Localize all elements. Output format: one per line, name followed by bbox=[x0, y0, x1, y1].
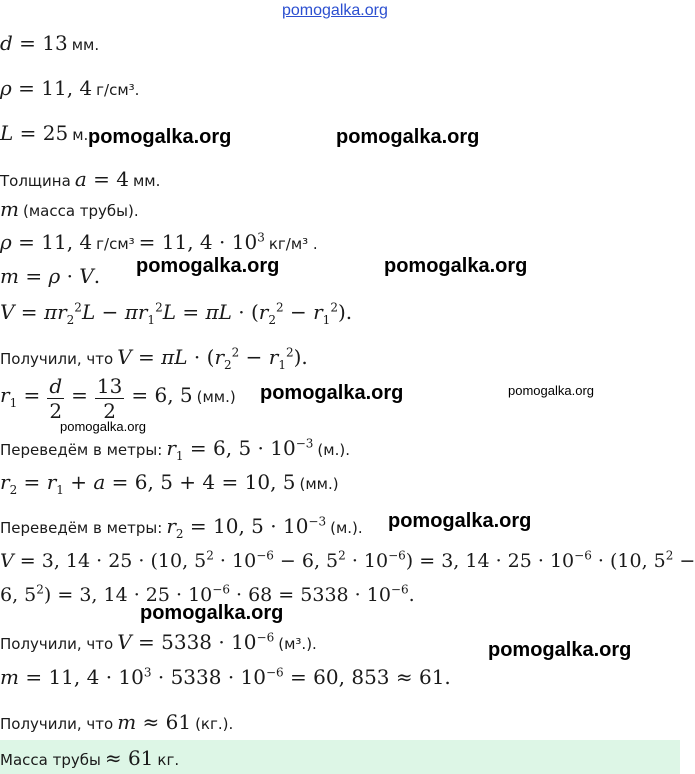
volume-calculation-line1: V = 3, 14 · 25 · (10, $5^2 \cdot 10^{-6} - 6$, $5^2 \cdot 10^{-6}) = 3$, $14 \cdot 25 \cdot 10^{-6} \cdot (10$, $5^2$ − bbox=[0, 548, 695, 572]
watermark: pomogalka.org bbox=[136, 255, 280, 277]
density-conversion: ρ = 11, 4 г/см³ = 11, $4 \cdot 10^3$ кг/м³ . bbox=[0, 230, 318, 254]
watermark: pomogalka.org bbox=[488, 639, 632, 661]
watermark: pomogalka.org bbox=[384, 255, 528, 277]
volume-result-formula: Получили, что $V = \pi L \cdot (r_2^2 - r_1^2)$. bbox=[0, 345, 308, 372]
volume-result: Получили, что $V = 5338 \cdot 10^{-6}$ (м³.). bbox=[0, 630, 317, 654]
given-diameter: d = 13 мм. bbox=[0, 31, 100, 55]
watermark-top[interactable]: pomogalka.org bbox=[282, 2, 388, 19]
inner-radius: $r_1$ = $\frac{d}{2}$ = $\frac{13}{2}$ = 6, 5 (мм.) bbox=[0, 374, 236, 423]
outer-radius-meters: Переведём в метры: $r_2 = 10$, $5 \cdot 10^{-3}$ (м.). bbox=[0, 514, 363, 541]
mass-formula: m = ρ · V. bbox=[0, 264, 101, 288]
watermark: pomogalka.org bbox=[388, 510, 532, 532]
volume-formula: $V = \pi r_2^2L - \pi r_1^2L = \pi L \cdot (r_2^2 - r_1^2)$. bbox=[0, 300, 353, 327]
watermark: pomogalka.org bbox=[60, 419, 146, 434]
watermark: pomogalka.org bbox=[336, 126, 480, 148]
inner-radius-meters: Переведём в метры: $r_1 = 6$, $5 \cdot 10^{-3}$ (м.). bbox=[0, 436, 350, 463]
given-thickness: Толщина a = 4 мм. bbox=[0, 167, 161, 191]
watermark: pomogalka.org bbox=[260, 382, 404, 404]
watermark: pomogalka.org bbox=[508, 383, 594, 398]
watermark: pomogalka.org bbox=[140, 602, 284, 624]
outer-radius: $r_2 = r_1 + a = 6$, 5 + 4 = 10, 5 (мм.) bbox=[0, 470, 339, 497]
unknown-mass: m (масса трубы). bbox=[0, 197, 139, 221]
watermark: pomogalka.org bbox=[88, 126, 232, 148]
mass-calculation: m = 11, $4 \cdot 10^3 \cdot 5338 \cdot 10^{-6} = 60$, 853 ≈ 61. bbox=[0, 665, 451, 689]
volume-calculation-line2: 6, $5^2) = 3$, $14 \cdot 25 \cdot 10^{-6} \cdot 68 = 5338 \cdot 10^{-6}$. bbox=[0, 582, 415, 606]
answer-box bbox=[0, 740, 680, 774]
given-length: L = 25 м. bbox=[0, 121, 89, 145]
mass-result: Получили, что m ≈ 61 (кг.). bbox=[0, 710, 234, 734]
given-density: ρ = 11, 4 г/см³. bbox=[0, 76, 140, 100]
answer-text: Масса трубы ≈ 61 кг. bbox=[0, 746, 180, 770]
